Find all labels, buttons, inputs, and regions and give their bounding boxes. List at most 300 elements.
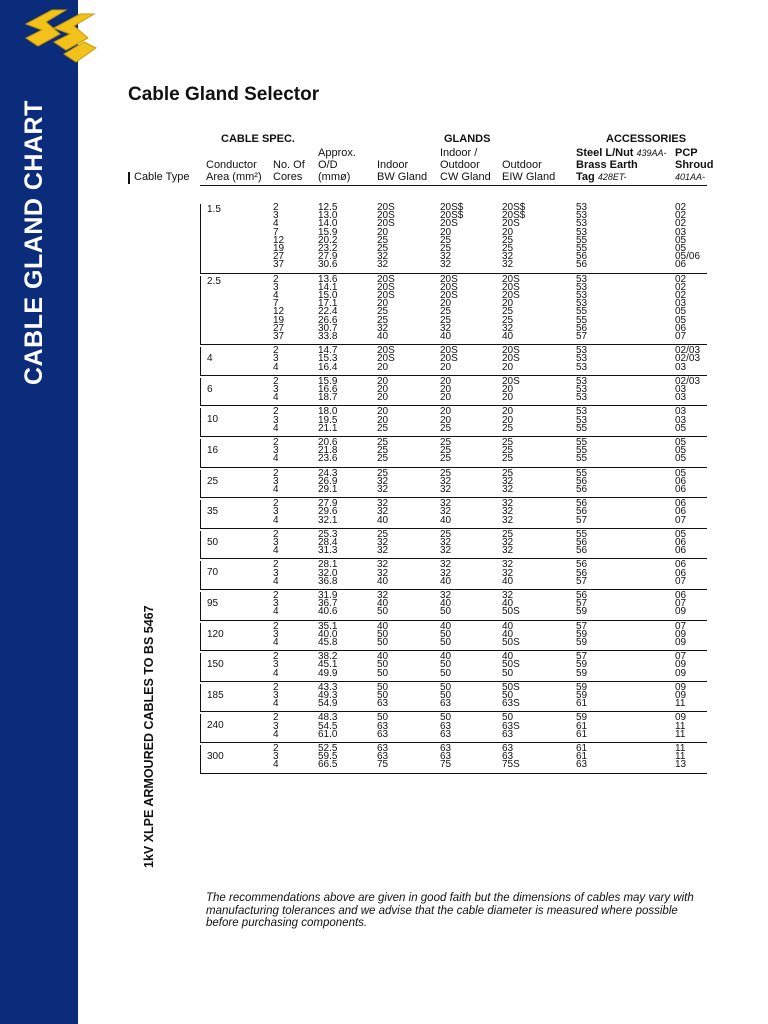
eiw-cell: 20S <box>502 345 520 357</box>
steel-cell: 53 <box>576 218 588 230</box>
cores-cell: 2 <box>273 590 279 601</box>
eiw-cell: 50 <box>502 689 514 701</box>
conductor-area-cell: 35 <box>207 506 219 518</box>
eiw-cell: 40 <box>502 628 514 640</box>
pcp-cell: 11 <box>675 698 686 710</box>
cw-cell: 63 <box>440 720 452 732</box>
cw-cell: 20S <box>440 218 458 230</box>
cores-cell: 4 <box>273 361 279 373</box>
bw-cell: 20 <box>377 392 389 404</box>
cw-cell: 32 <box>440 545 452 557</box>
column-cores <box>273 347 279 372</box>
bw-cell: 75 <box>377 759 389 771</box>
cores-cell: 2 <box>273 712 279 724</box>
od-cell: 14.1 <box>318 281 338 293</box>
column-steel <box>576 653 587 678</box>
pcp-cell: 05 <box>675 306 687 318</box>
eiw-cell: 32 <box>502 483 514 495</box>
column-cw <box>440 500 451 525</box>
eiw-cell: 50 <box>502 712 514 724</box>
steel-cell: 56 <box>576 259 588 271</box>
steel-cell: 55 <box>576 453 588 465</box>
cores-cell: 2 <box>273 406 279 418</box>
table-row-group <box>200 204 707 274</box>
pcp-cell: 11 <box>675 743 686 754</box>
od-cell: 30.7 <box>318 322 338 334</box>
pcp-cell: 03 <box>675 392 687 404</box>
bw-cell: 32 <box>377 251 389 263</box>
column-steel <box>576 273 588 342</box>
eiw-cell: 50S <box>502 606 520 618</box>
column-cores <box>273 204 284 270</box>
bw-cell: 25 <box>377 242 389 254</box>
column-pcp <box>675 500 686 525</box>
steel-cell: 59 <box>576 636 588 648</box>
eiw-cell: 20 <box>502 392 514 404</box>
steel-cell: 55 <box>576 528 588 540</box>
row-left-rule <box>200 204 201 273</box>
column-steel <box>576 408 587 433</box>
pcp-cell: 03 <box>675 414 687 426</box>
conductor-area-cell: 150 <box>207 659 224 671</box>
conductor-area-cell: 25 <box>207 475 219 487</box>
cw-cell: 40 <box>440 514 452 526</box>
eiw-cell: 32 <box>502 251 514 263</box>
cw-cell: 25 <box>440 422 452 434</box>
steel-cell: 59 <box>576 659 588 671</box>
od-cell: 14.7 <box>318 345 338 357</box>
steel-cell: 56 <box>576 545 588 557</box>
steel-cell: 57 <box>576 514 588 526</box>
table-row-group <box>200 273 707 346</box>
column-steel <box>576 528 588 557</box>
cores-cell: 2 <box>273 345 279 357</box>
bw-cell: 32 <box>377 498 389 510</box>
eiw-cell: 32 <box>502 536 514 548</box>
cw-cell: 32 <box>440 506 452 518</box>
steel-cell: 59 <box>576 681 588 693</box>
column-pcp <box>675 347 700 372</box>
header-brass-earth-tag <box>576 159 638 183</box>
od-cell: 40.0 <box>318 628 338 640</box>
column-eiw <box>502 204 525 270</box>
column-pcp <box>675 620 687 648</box>
steel-cell: 61 <box>576 743 588 754</box>
steel-cell: 55 <box>576 445 588 457</box>
od-cell: 18.7 <box>318 392 338 404</box>
bw-cell: 20S <box>377 353 395 365</box>
pcp-cell: 02 <box>675 273 687 285</box>
pcp-cell: 05 <box>675 453 687 465</box>
pcp-cell: 02 <box>675 202 687 213</box>
steel-cell: 53 <box>576 210 588 222</box>
steel-cell: 53 <box>576 361 588 373</box>
column-steel <box>576 681 588 710</box>
cores-cell: 7 <box>273 226 279 238</box>
cores-cell: 3 <box>273 210 279 222</box>
column-pcp <box>675 745 686 770</box>
eiw-cell: 50S <box>502 636 520 648</box>
conductor-area-cell: 95 <box>207 598 219 609</box>
od-cell: 21.8 <box>318 445 338 457</box>
row-left-rule <box>200 684 201 712</box>
side-label: 1kV XLPE ARMOURED CABLES TO BS 5467 <box>142 605 156 868</box>
steel-cell: 53 <box>576 298 588 310</box>
od-cell: 13.0 <box>318 210 338 222</box>
cw-cell: 20S <box>440 281 458 293</box>
table-row-group <box>200 528 707 560</box>
eiw-cell: 63 <box>502 743 514 754</box>
column-cores <box>273 375 279 404</box>
bw-cell: 40 <box>377 598 389 610</box>
cw-cell: 32 <box>440 567 452 579</box>
steel-lnut-code: 439AA- <box>636 148 667 158</box>
bw-cell: 40 <box>377 620 389 632</box>
od-cell: 15.0 <box>318 289 338 301</box>
table-row-group <box>200 714 707 743</box>
bw-cell: 40 <box>377 514 389 526</box>
od-cell: 27.9 <box>318 498 338 510</box>
od-cell: 23.6 <box>318 453 338 465</box>
steel-cell: 53 <box>576 273 588 285</box>
eiw-cell: 20 <box>502 226 514 238</box>
steel-cell: 55 <box>576 306 588 318</box>
pcp-cell: 03 <box>675 361 687 373</box>
eiw-cell: 25 <box>502 528 514 540</box>
bw-cell: 32 <box>377 483 389 495</box>
table-row-group <box>200 592 707 621</box>
cores-cell: 4 <box>273 728 279 740</box>
od-cell: 38.2 <box>318 651 338 663</box>
bw-cell: 32 <box>377 567 389 579</box>
steel-cell: 53 <box>576 406 588 418</box>
row-left-rule <box>200 592 201 620</box>
column-cw <box>440 528 452 557</box>
column-od <box>318 745 337 770</box>
column-pcp <box>675 561 686 586</box>
eiw-cell: 63S <box>502 698 520 710</box>
column-eiw <box>502 714 520 739</box>
conductor-area-cell: 16 <box>207 445 219 456</box>
eiw-cell: 25 <box>502 467 514 479</box>
row-left-rule <box>200 653 201 681</box>
cores-cell: 2 <box>273 202 279 213</box>
column-bw <box>377 714 388 739</box>
column-bw <box>377 681 389 710</box>
column-cores <box>273 714 279 739</box>
column-od <box>318 375 338 404</box>
cores-cell: 3 <box>273 628 279 640</box>
cw-cell: 32 <box>440 259 452 271</box>
column-cw <box>440 347 458 372</box>
cw-cell: 63 <box>440 751 452 763</box>
column-od <box>318 204 337 270</box>
od-cell: 17.1 <box>318 298 338 310</box>
cores-cell: 2 <box>273 743 279 754</box>
header-approx-od: Approx. O/D (mmø) <box>318 147 356 183</box>
pcp-cell: 02/03 <box>675 375 701 387</box>
steel-cell: 55 <box>576 242 588 254</box>
steel-cell: 56 <box>576 590 588 601</box>
eiw-cell: 32 <box>502 498 514 510</box>
column-steel <box>576 204 587 270</box>
cw-cell: 25 <box>440 314 452 326</box>
cores-cell: 4 <box>273 289 279 301</box>
bw-cell: 40 <box>377 651 389 663</box>
cw-cell: 50 <box>440 667 452 679</box>
cw-cell: 20S <box>440 273 458 285</box>
column-pcp <box>675 592 686 617</box>
cw-cell: 25 <box>440 437 452 448</box>
column-eiw <box>502 681 520 710</box>
cw-cell: 75 <box>440 759 452 771</box>
column-bw <box>377 439 388 464</box>
conductor-area-cell: 70 <box>207 567 219 579</box>
column-steel <box>576 347 587 372</box>
od-cell: 20.6 <box>318 437 338 448</box>
steel-cell: 56 <box>576 475 588 487</box>
steel-cell: 53 <box>576 202 588 213</box>
cw-cell: 63 <box>440 698 452 710</box>
bw-cell: 20 <box>377 406 389 418</box>
od-cell: 49.3 <box>318 689 338 701</box>
cw-cell: 20 <box>440 406 452 418</box>
od-cell: 18.0 <box>318 406 338 418</box>
steel-cell: 56 <box>576 251 588 263</box>
od-cell: 45.1 <box>318 659 338 671</box>
column-cores <box>273 408 279 433</box>
column-pcp <box>675 528 687 557</box>
table-row-group <box>200 620 707 652</box>
pcp-cell: 09 <box>675 606 687 618</box>
eiw-cell: 20 <box>502 406 514 418</box>
pcp-cell: 03 <box>675 383 687 395</box>
column-steel <box>576 714 587 739</box>
steel-cell: 55 <box>576 467 588 479</box>
pcp-cell: 05 <box>675 467 687 479</box>
row-left-rule <box>200 378 201 406</box>
steel-cell: 53 <box>576 375 588 387</box>
cw-cell: 63 <box>440 743 452 754</box>
eiw-cell: 20S$ <box>502 202 526 213</box>
cores-cell: 4 <box>273 545 279 557</box>
steel-cell: 56 <box>576 536 588 548</box>
bw-cell: 50 <box>377 681 389 693</box>
header-glands: GLANDS <box>444 133 491 145</box>
footnote: The recommendations above are given in good faith but the dimensions of cables may vary with manufacturing tolerances and we advise that the cable diameter is measured where possible before purchasing components. <box>206 892 694 929</box>
eiw-cell: 20 <box>502 298 514 310</box>
steel-cell: 61 <box>576 751 588 763</box>
row-left-rule <box>200 623 201 651</box>
od-cell: 43.3 <box>318 681 338 693</box>
eiw-cell: 40 <box>502 330 514 342</box>
pcp-cell: 06 <box>675 322 687 334</box>
bw-cell: 32 <box>377 475 389 487</box>
table-row-group <box>200 561 707 590</box>
bw-cell: 63 <box>377 743 389 754</box>
bw-cell: 32 <box>377 536 389 548</box>
pcp-cell: 02 <box>675 281 687 293</box>
header-conductor-area: Conductor Area (mm²) <box>206 159 262 183</box>
steel-cell: 55 <box>576 314 588 326</box>
column-cw <box>440 592 451 617</box>
bw-cell: 25 <box>377 453 389 465</box>
eiw-cell: 20S <box>502 353 520 365</box>
eiw-cell: 25 <box>502 422 514 434</box>
pcp-cell: 07 <box>675 575 687 587</box>
column-od <box>318 528 338 557</box>
column-bw <box>377 592 388 617</box>
eiw-cell: 50 <box>502 667 514 679</box>
header-cable-type: Cable Type <box>134 171 190 183</box>
column-eiw <box>502 592 520 617</box>
bw-cell: 25 <box>377 467 389 479</box>
cw-cell: 20S <box>440 289 458 301</box>
pcp-cell: 07 <box>675 598 687 610</box>
od-cell: 27.9 <box>318 251 338 263</box>
cores-cell: 12 <box>273 306 285 318</box>
steel-cell: 57 <box>576 651 588 663</box>
bw-cell: 40 <box>377 575 389 587</box>
eiw-cell: 20S <box>502 281 520 293</box>
conductor-area-cell: 50 <box>207 536 219 548</box>
bw-cell: 20S <box>377 273 395 285</box>
eiw-cell: 20 <box>502 361 514 373</box>
cw-cell: 63 <box>440 728 452 740</box>
steel-cell: 61 <box>576 728 588 740</box>
cw-cell: 32 <box>440 498 452 510</box>
bw-cell: 20 <box>377 414 389 426</box>
column-steel <box>576 745 587 770</box>
pcp-cell: 09 <box>675 667 687 679</box>
pcp-cell: 05 <box>675 242 687 254</box>
eiw-cell: 20 <box>502 383 514 395</box>
header-outdoor-eiw: Outdoor EIW Gland <box>502 159 556 183</box>
pcp-cell: 07 <box>675 514 687 526</box>
row-left-rule <box>200 714 201 742</box>
sidebar-title: CABLE GLAND CHART <box>20 100 48 385</box>
conductor-area-cell: 10 <box>207 414 219 426</box>
od-cell: 15.3 <box>318 353 338 365</box>
column-bw <box>377 745 388 770</box>
steel-cell: 53 <box>576 281 588 293</box>
od-cell: 13.6 <box>318 273 338 285</box>
eiw-cell: 20S$ <box>502 210 526 222</box>
steel-cell: 57 <box>576 575 588 587</box>
cw-cell: 25 <box>440 234 452 246</box>
row-left-rule <box>200 561 201 589</box>
eiw-cell: 32 <box>502 259 514 271</box>
table-row-group <box>200 745 707 774</box>
column-steel <box>576 592 587 617</box>
bw-cell: 50 <box>377 628 389 640</box>
od-cell: 32.1 <box>318 514 338 526</box>
pcp-cell: 06 <box>675 498 687 510</box>
cw-cell: 25 <box>440 453 452 465</box>
eiw-cell: 50S <box>502 681 520 693</box>
conductor-area-cell: 240 <box>207 720 224 732</box>
bw-cell: 50 <box>377 712 389 724</box>
column-cw <box>440 204 463 270</box>
od-cell: 24.3 <box>318 467 338 479</box>
conductor-area-cell: 300 <box>207 751 224 762</box>
cw-cell: 20 <box>440 375 452 387</box>
column-eiw <box>502 500 513 525</box>
bw-cell: 20 <box>377 361 389 373</box>
header-pcp-shroud: PCP Shroud <box>675 147 714 171</box>
pcp-cell: 07 <box>675 651 687 663</box>
conductor-area-cell: 120 <box>207 628 224 640</box>
column-od <box>318 347 337 372</box>
bw-cell: 32 <box>377 545 389 557</box>
column-eiw <box>502 439 513 464</box>
bw-cell: 20S <box>377 289 395 301</box>
eiw-cell: 25 <box>502 306 514 318</box>
cores-cell: 4 <box>273 514 279 526</box>
row-left-rule <box>200 408 201 436</box>
cores-cell: 4 <box>273 453 279 465</box>
column-eiw <box>502 408 513 433</box>
cw-cell: 20 <box>440 414 452 426</box>
column-eiw <box>502 561 513 586</box>
eiw-cell: 75S <box>502 759 520 771</box>
steel-cell: 56 <box>576 559 588 571</box>
eiw-cell: 32 <box>502 514 514 526</box>
column-cw <box>440 467 452 495</box>
column-od <box>318 653 337 678</box>
od-cell: 28.4 <box>318 536 338 548</box>
cores-cell: 3 <box>273 475 279 487</box>
bw-cell: 25 <box>377 445 389 457</box>
column-od <box>318 467 338 495</box>
row-left-rule <box>200 347 201 375</box>
pcp-cell: 11 <box>675 751 686 763</box>
pcp-cell: 09 <box>675 712 687 724</box>
column-cores <box>273 528 279 557</box>
od-cell: 52.5 <box>318 743 338 754</box>
brass-earth-tag-label: Brass Earth Tag <box>576 159 638 183</box>
steel-cell: 53 <box>576 392 588 404</box>
od-cell: 22.4 <box>318 306 338 318</box>
column-steel <box>576 500 587 525</box>
column-bw <box>377 467 389 495</box>
column-eiw <box>502 273 520 342</box>
pcp-cell: 06 <box>675 567 687 579</box>
cw-cell: 20S$ <box>440 202 464 213</box>
header-no-of-cores: No. Of Cores <box>273 159 305 183</box>
eiw-cell: 32 <box>502 559 514 571</box>
header-cable-spec: CABLE SPEC. <box>221 133 295 145</box>
column-steel <box>576 561 587 586</box>
eiw-cell: 20 <box>502 414 514 426</box>
od-cell: 66.5 <box>318 759 338 771</box>
header-steel-lnut <box>576 147 667 159</box>
cores-cell: 37 <box>273 330 285 342</box>
bw-cell: 20S <box>377 218 395 230</box>
od-cell: 54.9 <box>318 698 338 710</box>
column-cores <box>273 500 279 525</box>
bw-cell: 20 <box>377 383 389 395</box>
column-od <box>318 500 337 525</box>
column-bw <box>377 620 389 648</box>
od-cell: 16.4 <box>318 361 338 373</box>
pcp-cell: 06 <box>675 545 687 557</box>
cores-cell: 4 <box>273 636 279 648</box>
column-cw <box>440 375 452 404</box>
bw-cell: 63 <box>377 751 389 763</box>
cw-cell: 50 <box>440 689 452 701</box>
column-bw <box>377 408 388 433</box>
